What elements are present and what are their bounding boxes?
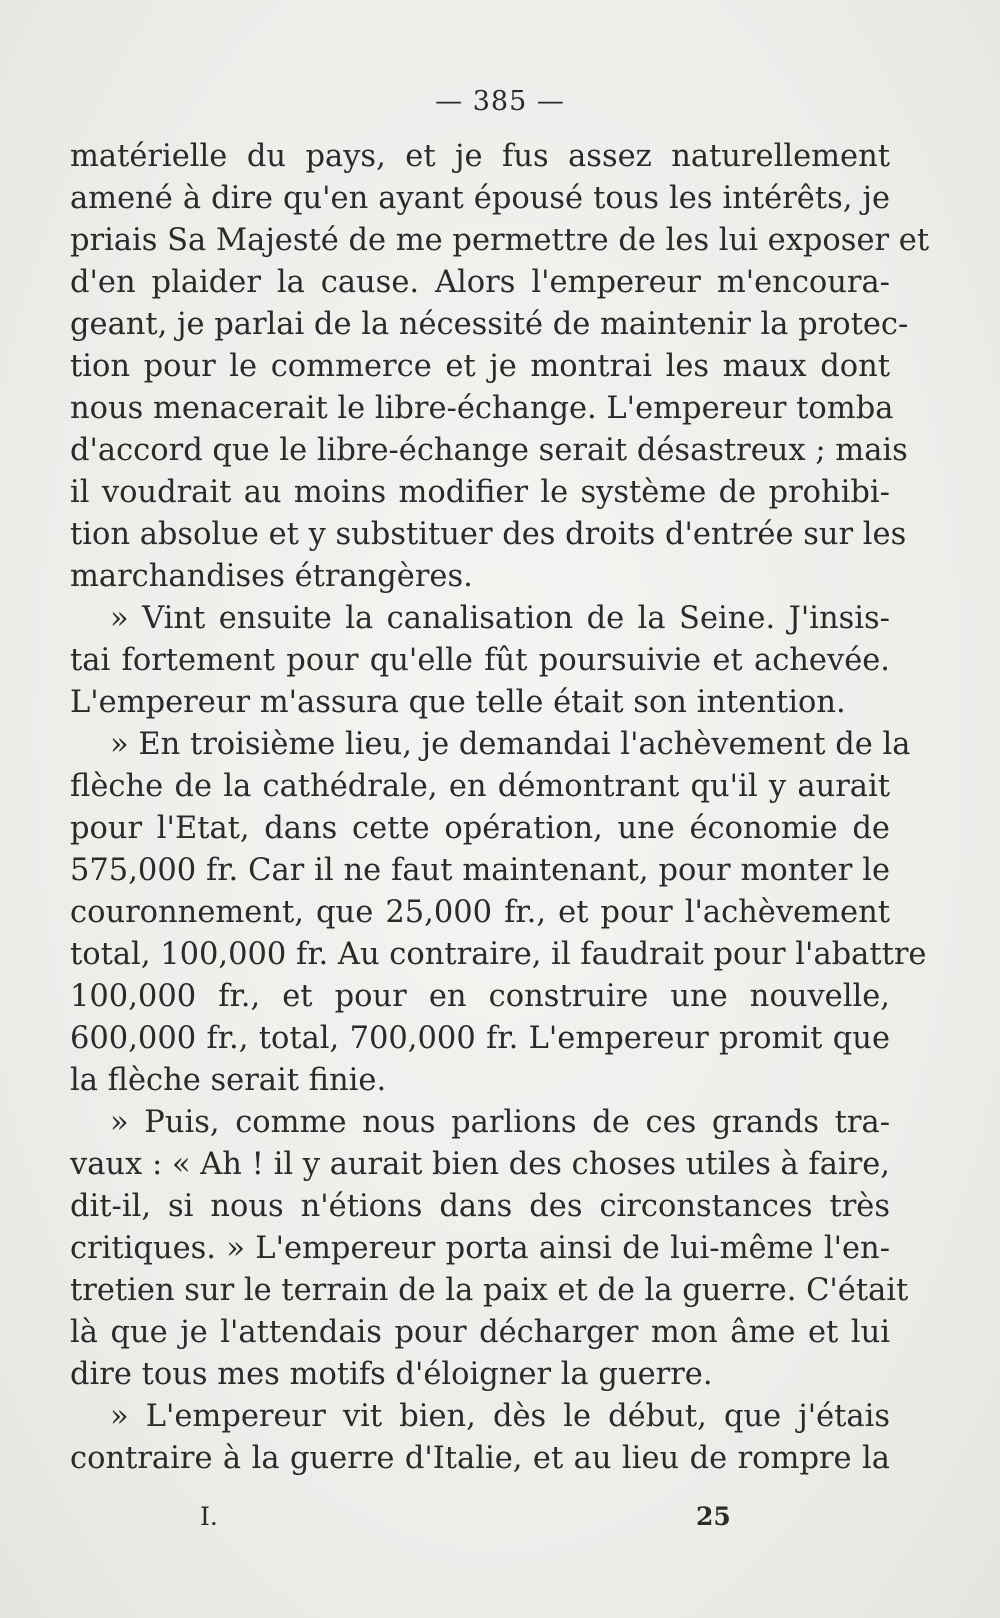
text-line: L'empereur m'assura que telle était son intention. <box>70 685 846 720</box>
folio-number: 25 <box>696 1502 731 1531</box>
text-line: nous menacerait le libre-échange. L'empereur tomba <box>70 391 894 426</box>
text-line: il voudrait au moins modifier le système de prohibi- <box>70 475 890 510</box>
text-line: 575,000 fr. Car il ne faut maintenant, pour monter le <box>70 853 890 888</box>
text-line: 600,000 fr., total, 700,000 fr. L'empereur promit que <box>70 1021 890 1056</box>
page-footer <box>0 1502 1000 1536</box>
text-line: tion pour le commerce et je montrai les maux dont <box>70 349 890 384</box>
text-line: pour l'Etat, dans cette opération, une économie de <box>70 811 890 846</box>
text-line: couronnement, que 25,000 fr., et pour l'achèvement <box>70 895 890 930</box>
text-line: » Vint ensuite la canalisation de la Seine. J'insis- <box>110 601 890 636</box>
text-line: d'accord que le libre-échange serait désastreux ; mais <box>70 433 908 468</box>
text-line: » Puis, comme nous parlions de ces grands tra- <box>110 1105 890 1140</box>
text-line: 100,000 fr., et pour en construire une nouvelle, <box>70 979 890 1014</box>
text-line: d'en plaider la cause. Alors l'empereur m'encoura- <box>70 265 890 300</box>
text-line: dire tous mes motifs d'éloigner la guerre. <box>70 1357 713 1392</box>
signature-mark: I. <box>200 1502 218 1531</box>
text-line: tai fortement pour qu'elle fût poursuivie et achevée. <box>70 643 890 678</box>
text-line: priais Sa Majesté de me permettre de les lui exposer et <box>70 223 930 258</box>
text-line: » En troisième lieu, je demandai l'achèvement de la <box>110 727 911 762</box>
text-line: amené à dire qu'en ayant épousé tous les intérêts, je <box>70 181 890 216</box>
text-line: flèche de la cathédrale, en démontrant qu'il y aurait <box>70 769 890 804</box>
text-line: total, 100,000 fr. Au contraire, il faudrait pour l'abattre <box>70 937 927 972</box>
text-line: la flèche serait finie. <box>70 1063 387 1098</box>
text-line: contraire à la guerre d'Italie, et au lieu de rompre la <box>70 1441 890 1476</box>
text-line: là que je l'attendais pour décharger mon âme et lui <box>70 1315 890 1350</box>
text-line: » L'empereur vit bien, dès le début, que j'étais <box>110 1399 890 1434</box>
text-line: tretien sur le terrain de la paix et de la guerre. C'était <box>70 1273 909 1308</box>
text-line: marchandises étrangères. <box>70 559 473 594</box>
text-line: critiques. » L'empereur porta ainsi de lui-même l'en- <box>70 1231 890 1266</box>
text-line: matérielle du pays, et je fus assez naturellement <box>70 139 890 174</box>
text-line: vaux : « Ah ! il y aurait bien des choses utiles à faire, <box>70 1147 890 1182</box>
page-number-header: — 385 — <box>435 86 565 117</box>
text-line: tion absolue et y substituer des droits d'entrée sur les <box>70 517 907 552</box>
body-text <box>70 136 930 1480</box>
text-line: dit-il, si nous n'étions dans des circonstances très <box>70 1189 890 1224</box>
text-line: geant, je parlai de la nécessité de maintenir la protec- <box>70 307 909 342</box>
